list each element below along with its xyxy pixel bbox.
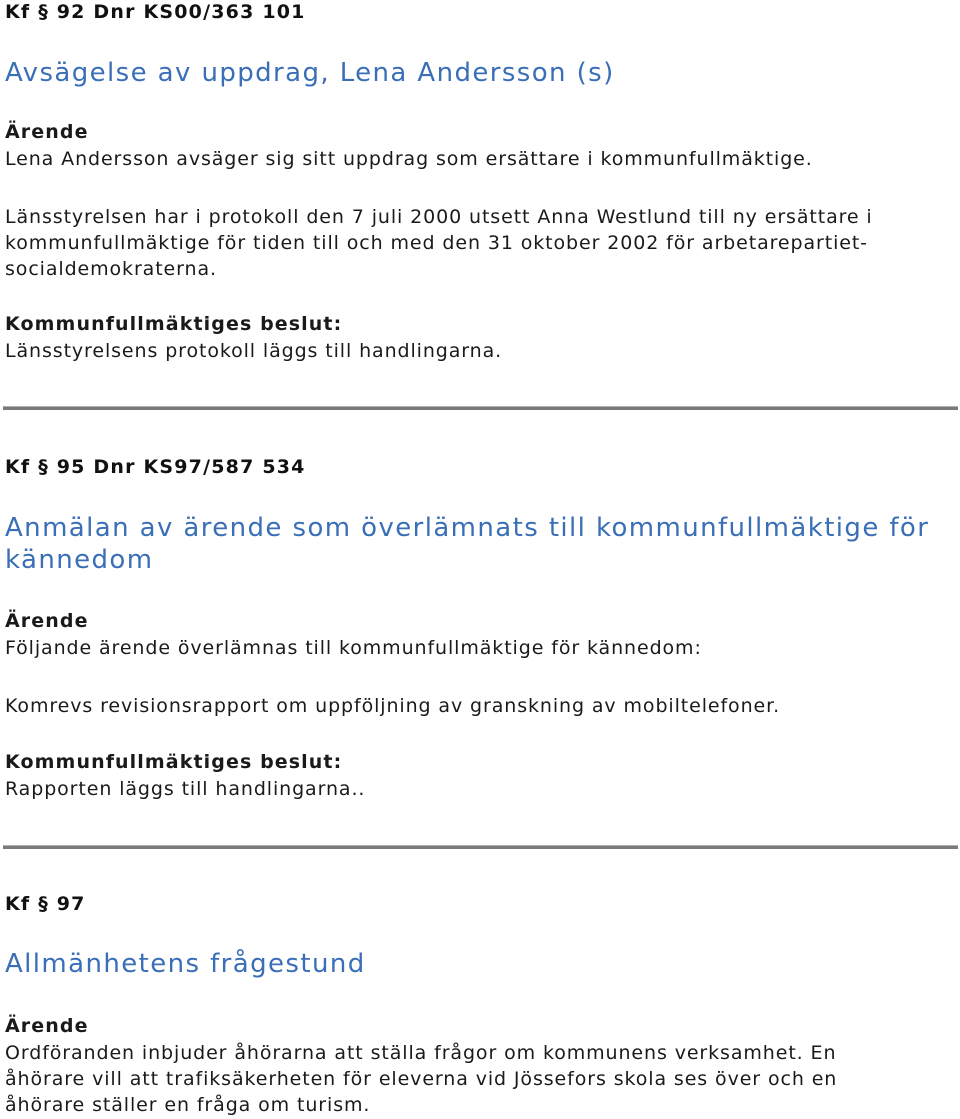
arende-text: Lena Andersson avsäger sig sitt uppdrag som ersättare i kommunfullmäktige. [5, 148, 813, 170]
section-divider [3, 845, 958, 849]
item-text: Komrevs revisionsrapport om uppföljning av granskning av mobiltelefoner. [5, 695, 781, 717]
arende-label: Ärende [5, 121, 89, 143]
beslut-text: Rapporten läggs till handlingarna.. [5, 778, 366, 800]
arende-label: Ärende [5, 1015, 89, 1037]
paragraph-line: åhörare ställer en fråga om turism. [5, 1094, 371, 1116]
paragraph-line: kommunfullmäktige för tiden till och med den 31 oktober 2002 för arbetarepartiet- [5, 232, 868, 254]
section-title-continuation: kännedom [5, 545, 154, 575]
section-reference: Kf § 95 Dnr KS97/587 534 [5, 456, 306, 478]
beslut-label: Kommunfullmäktiges beslut: [5, 313, 343, 335]
section-title: Anmälan av ärende som överlämnats till kommunfullmäktige för [5, 513, 930, 543]
arende-label: Ärende [5, 610, 89, 632]
paragraph-line: åhörare vill att trafiksäkerheten för eleverna vid Jössefors skola ses över och en [5, 1068, 838, 1090]
section-title: Allmänhetens frågestund [5, 949, 366, 979]
paragraph-line: socialdemokraterna. [5, 258, 217, 280]
section-divider [3, 406, 958, 410]
paragraph-line: Länsstyrelsen har i protokoll den 7 juli 2000 utsett Anna Westlund till ny ersättare i [5, 206, 873, 228]
section-reference: Kf § 92 Dnr KS00/363 101 [5, 1, 306, 23]
section-reference: Kf § 97 [5, 893, 86, 915]
beslut-label: Kommunfullmäktiges beslut: [5, 751, 343, 773]
beslut-text: Länsstyrelsens protokoll läggs till handlingarna. [5, 340, 503, 362]
section-title: Avsägelse av uppdrag, Lena Andersson (s) [5, 58, 615, 88]
paragraph-line: Ordföranden inbjuder åhörarna att ställa frågor om kommunens verksamhet. En [5, 1042, 837, 1064]
arende-text: Följande ärende överlämnas till kommunfullmäktige för kännedom: [5, 637, 702, 659]
